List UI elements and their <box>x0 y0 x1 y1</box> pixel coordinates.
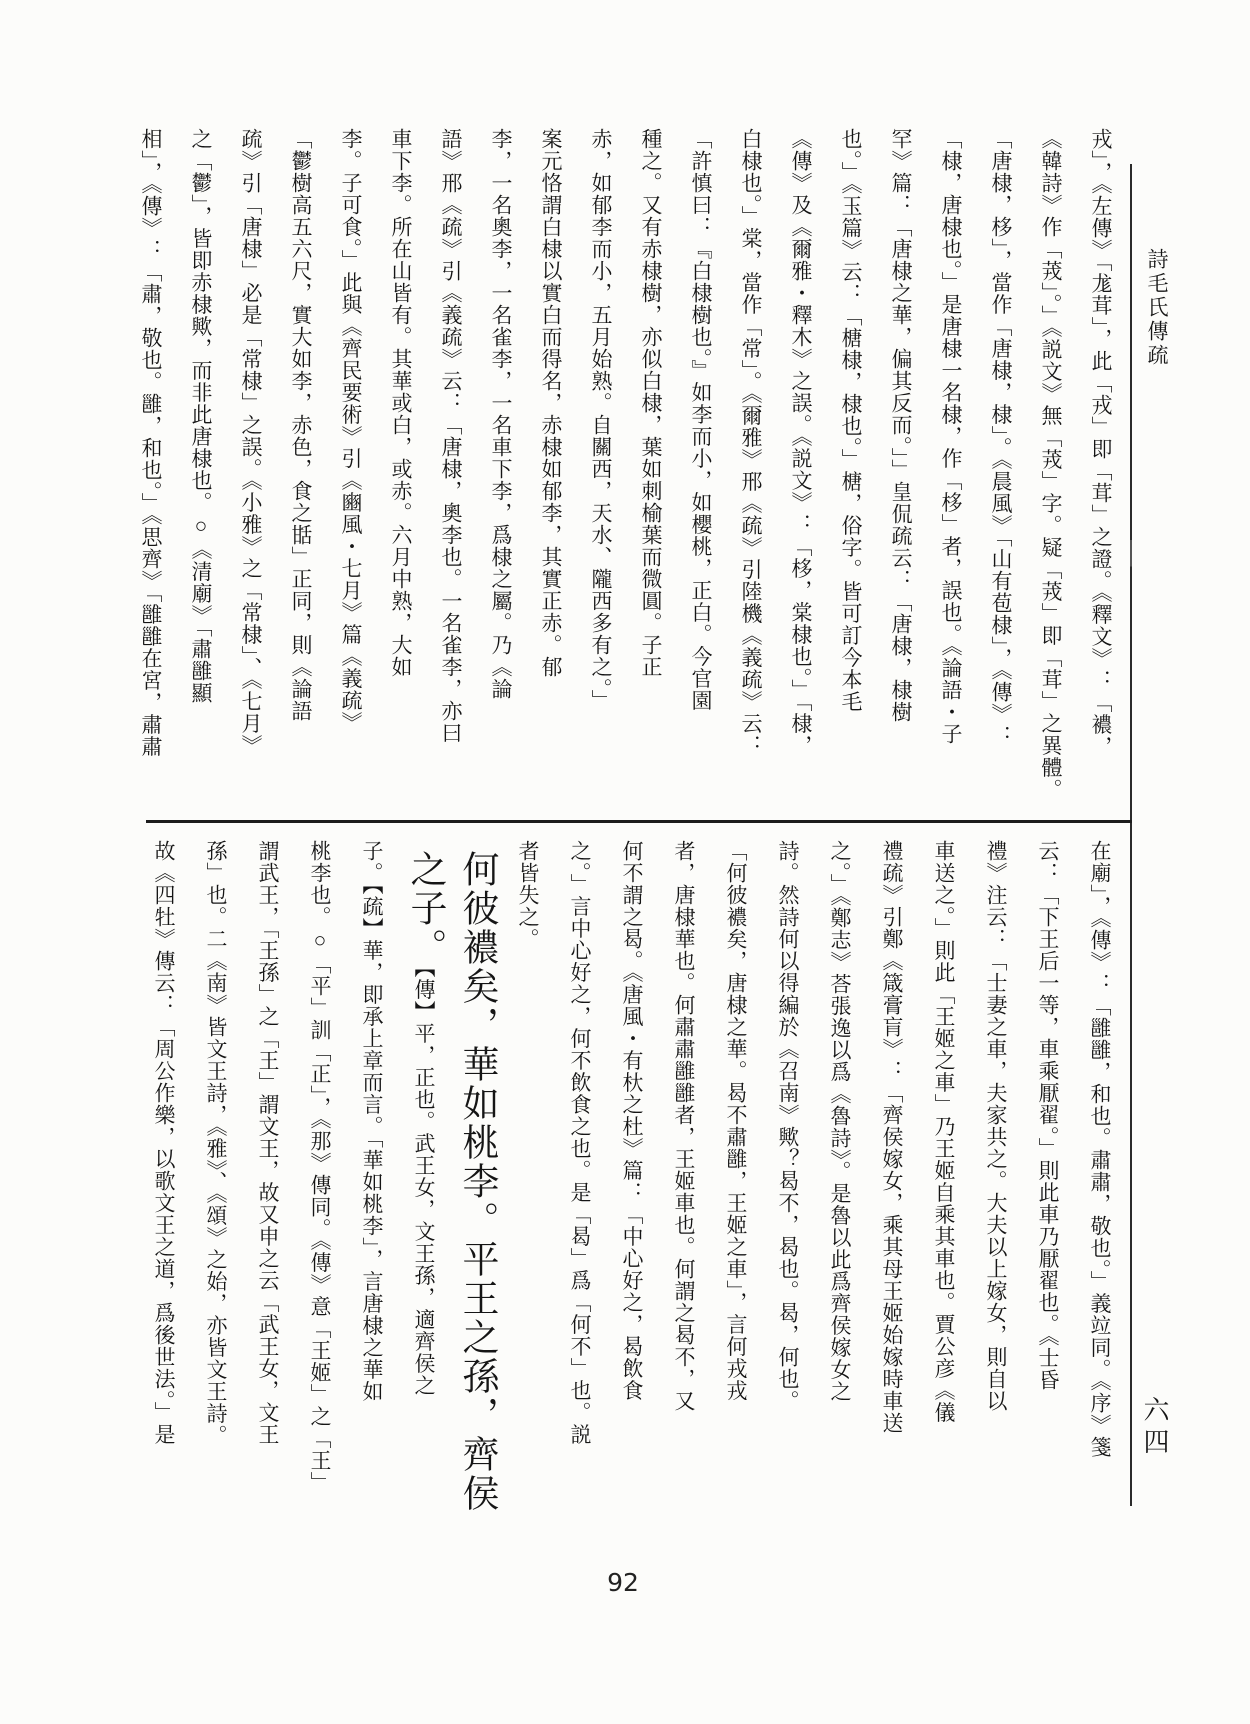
text-column: 之。」《鄭志》荅張逸以爲《魯詩》。是魯以此爲齊侯嫁女之 <box>828 840 852 1403</box>
text-column: 云：「下王后一等，車乘厭翟。」則此車乃厭翟也。《士昏 <box>1036 840 1060 1391</box>
text-column: 詩。然詩何以得編於《召南》歟？曷不，曷也。曷，何也。 <box>776 840 800 1412</box>
text-column: 者，唐棣華也。何肅肅雝雝者，王姬車也。何謂之曷不，又 <box>672 840 696 1412</box>
text-column: 車送之。」則此「王姬之車」乃王姬自乘其車也。賈公彦《儀 <box>932 840 956 1424</box>
top-text-block <box>108 128 1126 822</box>
page-number: 92 <box>607 1568 639 1597</box>
text-column: 「唐棣，栘」，當作「唐棣，棣」。《晨風》「山有苞棣」，《傳》： <box>989 128 1013 747</box>
text-column: 赤，如郁李而小，五月始熟。自關西，天水、隴西多有之。」 <box>589 128 613 712</box>
text-column: 之。」言中心好之，何不飲食之也。是「曷」爲「何不」也。説 <box>568 840 592 1446</box>
text-column: 語》邢《疏》引《義疏》云：「唐棣，奧李也。一名雀李，亦曰 <box>439 128 463 744</box>
text-column: 「鬱樹高五六尺，實大如李，赤色，食之甛」正同，則《論語 <box>289 128 313 722</box>
verse-text: 之子。 <box>404 850 445 967</box>
text-column: 謂武王，「王孫」之「王」謂文王，故又申之云「武王女，文王 <box>256 840 280 1446</box>
text-column: 李。子可食。」此與《齊民要術》引《豳風・七月》篇《義疏》 <box>339 128 363 734</box>
folio-number: 六四 <box>1140 1396 1169 1460</box>
text-column: 也。」《玉篇》云：「榶棣，棣也。」榶，俗字。皆可訂今本毛 <box>839 128 863 713</box>
bottom-text-block <box>108 840 1126 1513</box>
text-column: 何不謂之曷。《唐風・有杕之杜》篇：「中心好之，曷飲食 <box>620 840 644 1402</box>
text-column: 故《四牡》傳云：「周公作樂，以歌文王之道，爲後世法。」是 <box>152 840 176 1446</box>
text-column: 子。【疏】華，即承上章而言。「華如桃李」，言唐棣之華如 <box>360 840 384 1403</box>
verse-column: 何彼襛矣，華如桃李。平王之孫，齊侯 <box>456 850 497 1513</box>
text-column: 種之。又有赤棣樹，亦似白棣，葉如刺榆葉而微圓。子正 <box>639 128 663 678</box>
text-column: 「許慎曰：『白棣樹也。』如李而小，如櫻桃，正白。今官園 <box>689 128 713 712</box>
text-column: 在廟」，《傳》：「雝雝，和也。肅肅，敬也。」義竝同。《序》箋 <box>1088 840 1112 1458</box>
text-column: 禮疏》引鄭《箴膏肓》：「齊侯嫁女，乘其母王姬始嫁時車送 <box>880 840 904 1434</box>
text-column: 白棣也。」棠，當作「常」。《爾雅》邢《疏》引陸機《義疏》云： <box>739 128 763 757</box>
text-column: 桃李也。○「平」訓「正」，《那》傳同。《傳》意「王姬」之「王」 <box>308 840 332 1494</box>
text-column: 罕》篇：「唐棣之華，偏其反而。」」皇侃疏云：「唐棣，棣樹 <box>889 128 913 723</box>
commentary-inline-text: 【傳】平，正也。武王女，文王孫，適齊侯之 <box>412 967 436 1397</box>
book-title-margin: 詩毛氏傳疏 <box>1145 248 1169 368</box>
text-column: 「何彼襛矣，唐棣之華。曷不肅雝，王姬之車」，言何戎戎 <box>724 840 748 1402</box>
text-column: 《傳》及《爾雅・釋木》之誤。《説文》：「栘，棠棣也。」「棣， <box>789 128 813 757</box>
text-column: 李，一名奧李，一名雀李，一名車下李，爲棣之屬。乃《論 <box>489 128 513 700</box>
verse-commentary-column <box>398 840 450 1508</box>
text-column: 者皆失之。 <box>516 840 540 950</box>
text-column: 相」，《傳》：「肅，敬也。雝，和也。」《思齊》「雝雝在宮，肅肅 <box>139 128 163 758</box>
margin-rule <box>1130 164 1132 1506</box>
text-column: 戎」，《左傳》「尨茸」，此「戎」即「茸」之證。《釋文》：「襛， <box>1089 128 1113 758</box>
text-column: 《韓詩》作「茙」。」《説文》無「茙」字。疑「茙」即「茸」之異體。 <box>1039 128 1063 801</box>
text-column: 「棣，唐棣也。」是唐棣一名棣，作「栘」者，誤也。《論語・子 <box>939 128 963 745</box>
text-column: 車下李。所在山皆有。其華或白，或赤。六月中熟，大如 <box>389 128 413 678</box>
text-column: 禮》注云：「士妻之車，夫家共之。大夫以上嫁女，則自以 <box>984 840 1008 1412</box>
text-column: 疏》引「唐棣」必是「常棣」之誤。《小雅》之「常棣」、《七月》 <box>239 128 263 757</box>
text-column: 之「鬱」，皆即赤棣歟，而非此唐棣也。○《清廟》「肅雝顯 <box>189 128 213 704</box>
text-column: 孫」也。二《南》皆文王詩，《雅》、《頌》之始，亦皆文王詩。 <box>204 840 228 1447</box>
text-column: 案元恪謂白棣以實白而得名，赤棣如郁李，其實正赤。郁 <box>539 128 563 678</box>
